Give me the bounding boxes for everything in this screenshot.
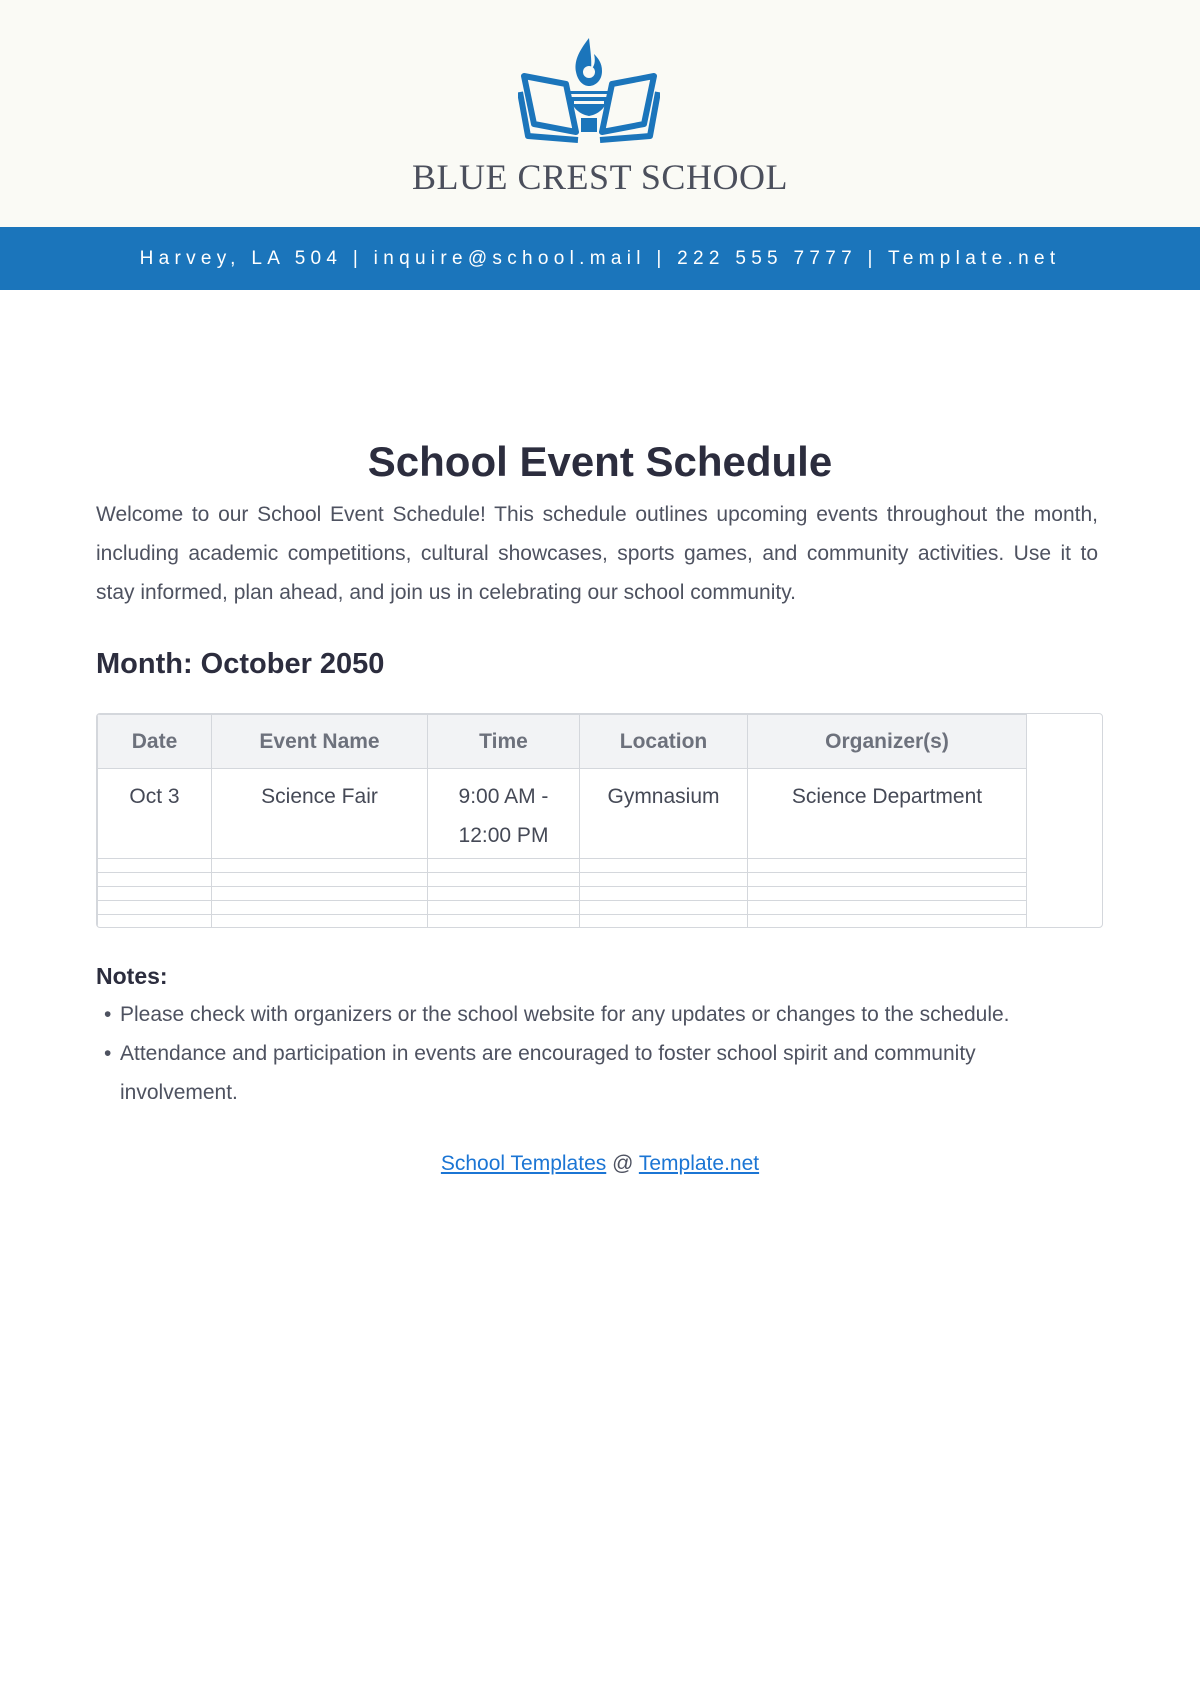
notes-list: [96, 995, 1056, 1112]
table-row-empty: [98, 887, 1027, 901]
event-table: [97, 714, 1027, 928]
column-header-date: Date: [98, 715, 212, 769]
table-row-empty: [98, 915, 1027, 929]
table-row-empty: [98, 859, 1027, 873]
list-item: • Please check with organizers or the school website for any updates or changes to the schedule.: [96, 995, 1056, 1034]
event-table-container: [96, 713, 1103, 928]
header: [0, 0, 1200, 227]
table-row: [98, 769, 1027, 859]
notes-heading: Notes:: [96, 963, 168, 989]
contact-info: Harvey, LA 504 | inquire@school.mail | 222 555 7777 | Template.net: [139, 248, 1061, 269]
school-templates-link[interactable]: School Templates: [440, 1152, 607, 1175]
column-header-time: Time: [428, 715, 580, 769]
table-row-empty: [98, 873, 1027, 887]
cell-event-name: Science Fair: [212, 769, 428, 859]
column-header-organizers: Organizer(s): [748, 715, 1027, 769]
page-title: School Event Schedule: [367, 438, 833, 485]
list-item: • Attendance and participation in events are encouraged to foster school spirit and community involvement.: [96, 1034, 1056, 1112]
column-header-event-name: Event Name: [212, 715, 428, 769]
school-name: BLUE CREST SCHOOL: [412, 157, 788, 197]
contact-bar: [0, 227, 1200, 290]
cell-organizers: Science Department: [748, 769, 1027, 859]
month-heading: Month: October 2050: [96, 648, 385, 680]
table-header-row: [98, 715, 1027, 769]
intro-paragraph: Welcome to our School Event Schedule! This schedule outlines upcoming events throughout the month, including academic competitions, cultural showcases, sports games, and community activities. Use it to stay informed, plan ahead, and join us in celebrating our school community.: [96, 503, 1098, 604]
column-header-location: Location: [580, 715, 748, 769]
table-row-empty: [98, 901, 1027, 915]
cell-time: 9:00 AM - 12:00 PM: [428, 769, 580, 859]
template-net-link[interactable]: Template.net: [638, 1152, 760, 1175]
cell-date: Oct 3: [98, 769, 212, 859]
cell-location: Gymnasium: [580, 769, 748, 859]
footer-separator: @: [606, 1152, 639, 1175]
footer: [0, 1152, 1200, 1176]
book-torch-logo-icon: [518, 36, 660, 146]
